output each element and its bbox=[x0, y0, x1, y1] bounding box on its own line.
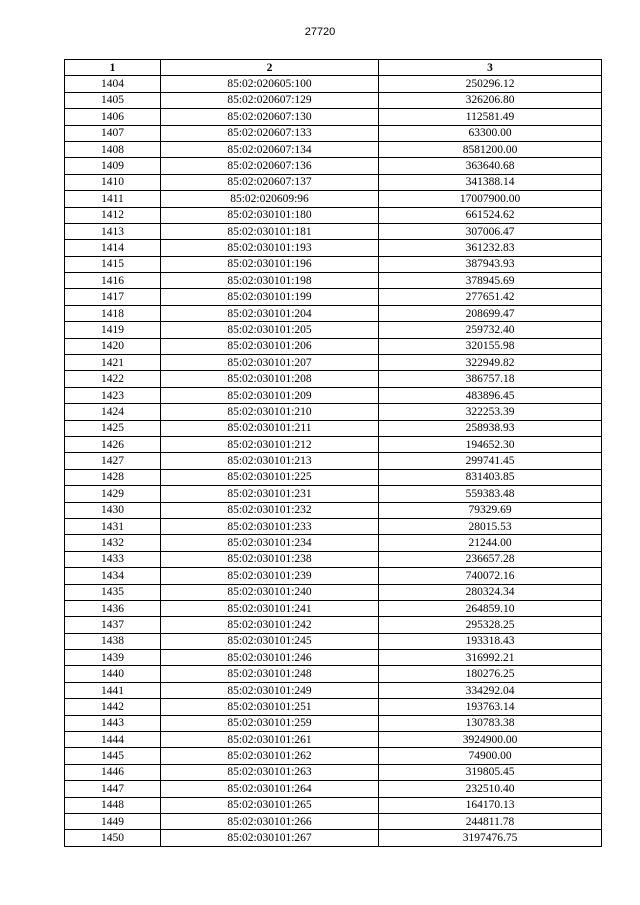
value-cell: 299741.45 bbox=[379, 453, 602, 469]
cadastral-number-cell: 85:02:020607:136 bbox=[161, 158, 379, 174]
table-row bbox=[65, 273, 602, 289]
cadastral-number-cell: 85:02:020607:134 bbox=[161, 141, 379, 157]
row-number-cell: 1418 bbox=[65, 305, 161, 321]
table-row bbox=[65, 125, 602, 141]
row-number-cell: 1447 bbox=[65, 781, 161, 797]
value-cell: 130783.38 bbox=[379, 715, 602, 731]
table-row bbox=[65, 748, 602, 764]
row-number-cell: 1411 bbox=[65, 191, 161, 207]
row-number-cell: 1416 bbox=[65, 273, 161, 289]
table-row bbox=[65, 797, 602, 813]
table-row bbox=[65, 420, 602, 436]
table-row bbox=[65, 174, 602, 190]
row-number-cell: 1408 bbox=[65, 141, 161, 157]
cadastral-number-cell: 85:02:030101:240 bbox=[161, 584, 379, 600]
cadastral-number-cell: 85:02:030101:242 bbox=[161, 617, 379, 633]
table-row bbox=[65, 158, 602, 174]
value-cell: 559383.48 bbox=[379, 486, 602, 502]
row-number-cell: 1424 bbox=[65, 404, 161, 420]
table-row bbox=[65, 305, 602, 321]
cadastral-number-cell: 85:02:030101:211 bbox=[161, 420, 379, 436]
value-cell: 661524.62 bbox=[379, 207, 602, 223]
cadastral-number-cell: 85:02:030101:249 bbox=[161, 682, 379, 698]
cadastral-number-cell: 85:02:030101:267 bbox=[161, 830, 379, 846]
row-number-cell: 1413 bbox=[65, 223, 161, 239]
table-row bbox=[65, 355, 602, 371]
column-header-3: 3 bbox=[379, 60, 602, 76]
row-number-cell: 1438 bbox=[65, 633, 161, 649]
value-cell: 164170.13 bbox=[379, 797, 602, 813]
value-cell: 361232.83 bbox=[379, 240, 602, 256]
cadastral-number-cell: 85:02:030101:206 bbox=[161, 338, 379, 354]
row-number-cell: 1404 bbox=[65, 76, 161, 92]
value-cell: 483896.45 bbox=[379, 387, 602, 403]
table-body bbox=[65, 76, 602, 846]
value-cell: 387943.93 bbox=[379, 256, 602, 272]
row-number-cell: 1422 bbox=[65, 371, 161, 387]
row-number-cell: 1426 bbox=[65, 436, 161, 452]
row-number-cell: 1415 bbox=[65, 256, 161, 272]
cadastral-number-cell: 85:02:020607:133 bbox=[161, 125, 379, 141]
row-number-cell: 1417 bbox=[65, 289, 161, 305]
value-cell: 3924900.00 bbox=[379, 732, 602, 748]
value-cell: 74900.00 bbox=[379, 748, 602, 764]
cadastral-number-cell: 85:02:030101:234 bbox=[161, 535, 379, 551]
cadastral-number-cell: 85:02:020609:96 bbox=[161, 191, 379, 207]
table-row bbox=[65, 764, 602, 780]
cadastral-number-cell: 85:02:030101:210 bbox=[161, 404, 379, 420]
row-number-cell: 1425 bbox=[65, 420, 161, 436]
page-number: 27720 bbox=[304, 26, 336, 38]
value-cell: 193318.43 bbox=[379, 633, 602, 649]
table-row bbox=[65, 682, 602, 698]
table-row bbox=[65, 715, 602, 731]
value-cell: 244811.78 bbox=[379, 813, 602, 829]
cadastral-number-cell: 85:02:030101:193 bbox=[161, 240, 379, 256]
table-row bbox=[65, 617, 602, 633]
value-cell: 277651.42 bbox=[379, 289, 602, 305]
table-row bbox=[65, 584, 602, 600]
table-row bbox=[65, 535, 602, 551]
cadastral-number-cell: 85:02:030101:259 bbox=[161, 715, 379, 731]
row-number-cell: 1437 bbox=[65, 617, 161, 633]
value-cell: 180276.25 bbox=[379, 666, 602, 682]
column-header-2: 2 bbox=[161, 60, 379, 76]
table-row bbox=[65, 666, 602, 682]
value-cell: 378945.69 bbox=[379, 273, 602, 289]
row-number-cell: 1439 bbox=[65, 650, 161, 666]
value-cell: 8581200.00 bbox=[379, 141, 602, 157]
row-number-cell: 1435 bbox=[65, 584, 161, 600]
cadastral-number-cell: 85:02:020607:130 bbox=[161, 109, 379, 125]
table-row bbox=[65, 371, 602, 387]
value-cell: 831403.85 bbox=[379, 469, 602, 485]
value-cell: 250296.12 bbox=[379, 76, 602, 92]
row-number-cell: 1407 bbox=[65, 125, 161, 141]
cadastral-number-cell: 85:02:020607:129 bbox=[161, 92, 379, 108]
table-row bbox=[65, 404, 602, 420]
value-cell: 112581.49 bbox=[379, 109, 602, 125]
value-cell: 280324.34 bbox=[379, 584, 602, 600]
cadastral-number-cell: 85:02:030101:225 bbox=[161, 469, 379, 485]
row-number-cell: 1421 bbox=[65, 355, 161, 371]
table-row bbox=[65, 781, 602, 797]
cadastral-number-cell: 85:02:030101:208 bbox=[161, 371, 379, 387]
cadastral-number-cell: 85:02:030101:180 bbox=[161, 207, 379, 223]
value-cell: 264859.10 bbox=[379, 600, 602, 616]
cadastral-number-cell: 85:02:030101:262 bbox=[161, 748, 379, 764]
value-cell: 316992.21 bbox=[379, 650, 602, 666]
row-number-cell: 1448 bbox=[65, 797, 161, 813]
value-cell: 28015.53 bbox=[379, 518, 602, 534]
cadastral-number-cell: 85:02:030101:251 bbox=[161, 699, 379, 715]
row-number-cell: 1441 bbox=[65, 682, 161, 698]
row-number-cell: 1434 bbox=[65, 568, 161, 584]
table-row bbox=[65, 650, 602, 666]
value-cell: 63300.00 bbox=[379, 125, 602, 141]
cadastral-number-cell: 85:02:030101:212 bbox=[161, 436, 379, 452]
value-cell: 194652.30 bbox=[379, 436, 602, 452]
value-cell: 258938.93 bbox=[379, 420, 602, 436]
cadastral-number-cell: 85:02:030101:196 bbox=[161, 256, 379, 272]
row-number-cell: 1423 bbox=[65, 387, 161, 403]
value-cell: 322253.39 bbox=[379, 404, 602, 420]
value-cell: 319805.45 bbox=[379, 764, 602, 780]
value-cell: 326206.80 bbox=[379, 92, 602, 108]
registry-table bbox=[64, 59, 602, 847]
row-number-cell: 1406 bbox=[65, 109, 161, 125]
row-number-cell: 1427 bbox=[65, 453, 161, 469]
table-row bbox=[65, 732, 602, 748]
table-row bbox=[65, 240, 602, 256]
value-cell: 341388.14 bbox=[379, 174, 602, 190]
cadastral-number-cell: 85:02:030101:209 bbox=[161, 387, 379, 403]
table-row bbox=[65, 830, 602, 846]
row-number-cell: 1420 bbox=[65, 338, 161, 354]
value-cell: 320155.98 bbox=[379, 338, 602, 354]
value-cell: 307006.47 bbox=[379, 223, 602, 239]
cadastral-number-cell: 85:02:030101:261 bbox=[161, 732, 379, 748]
value-cell: 193763.14 bbox=[379, 699, 602, 715]
value-cell: 295328.25 bbox=[379, 617, 602, 633]
row-number-cell: 1430 bbox=[65, 502, 161, 518]
value-cell: 3197476.75 bbox=[379, 830, 602, 846]
cadastral-number-cell: 85:02:030101:265 bbox=[161, 797, 379, 813]
table-row bbox=[65, 109, 602, 125]
table-row bbox=[65, 518, 602, 534]
cadastral-number-cell: 85:02:030101:233 bbox=[161, 518, 379, 534]
table-header bbox=[65, 60, 602, 76]
table-row bbox=[65, 256, 602, 272]
table-row bbox=[65, 387, 602, 403]
row-number-cell: 1431 bbox=[65, 518, 161, 534]
table-row bbox=[65, 289, 602, 305]
cadastral-number-cell: 85:02:030101:231 bbox=[161, 486, 379, 502]
row-number-cell: 1433 bbox=[65, 551, 161, 567]
row-number-cell: 1405 bbox=[65, 92, 161, 108]
table-row bbox=[65, 338, 602, 354]
cadastral-number-cell: 85:02:030101:199 bbox=[161, 289, 379, 305]
cadastral-number-cell: 85:02:030101:239 bbox=[161, 568, 379, 584]
value-cell: 740072.16 bbox=[379, 568, 602, 584]
value-cell: 79329.69 bbox=[379, 502, 602, 518]
row-number-cell: 1412 bbox=[65, 207, 161, 223]
value-cell: 21244.00 bbox=[379, 535, 602, 551]
row-number-cell: 1410 bbox=[65, 174, 161, 190]
row-number-cell: 1440 bbox=[65, 666, 161, 682]
table-row bbox=[65, 322, 602, 338]
column-header-1: 1 bbox=[65, 60, 161, 76]
row-number-cell: 1450 bbox=[65, 830, 161, 846]
row-number-cell: 1409 bbox=[65, 158, 161, 174]
row-number-cell: 1445 bbox=[65, 748, 161, 764]
value-cell: 386757.18 bbox=[379, 371, 602, 387]
row-number-cell: 1419 bbox=[65, 322, 161, 338]
row-number-cell: 1436 bbox=[65, 600, 161, 616]
cadastral-number-cell: 85:02:030101:213 bbox=[161, 453, 379, 469]
cadastral-number-cell: 85:02:030101:241 bbox=[161, 600, 379, 616]
table-row bbox=[65, 699, 602, 715]
value-cell: 322949.82 bbox=[379, 355, 602, 371]
cadastral-number-cell: 85:02:030101:207 bbox=[161, 355, 379, 371]
table-row bbox=[65, 486, 602, 502]
cadastral-number-cell: 85:02:030101:266 bbox=[161, 813, 379, 829]
cadastral-number-cell: 85:02:030101:245 bbox=[161, 633, 379, 649]
cadastral-number-cell: 85:02:020605:100 bbox=[161, 76, 379, 92]
table-row bbox=[65, 453, 602, 469]
cadastral-number-cell: 85:02:030101:181 bbox=[161, 223, 379, 239]
row-number-cell: 1442 bbox=[65, 699, 161, 715]
table-row bbox=[65, 223, 602, 239]
row-number-cell: 1449 bbox=[65, 813, 161, 829]
value-cell: 17007900.00 bbox=[379, 191, 602, 207]
table-row bbox=[65, 141, 602, 157]
cadastral-number-cell: 85:02:030101:198 bbox=[161, 273, 379, 289]
row-number-cell: 1446 bbox=[65, 764, 161, 780]
table-row bbox=[65, 600, 602, 616]
cadastral-number-cell: 85:02:030101:263 bbox=[161, 764, 379, 780]
value-cell: 232510.40 bbox=[379, 781, 602, 797]
cadastral-number-cell: 85:02:030101:204 bbox=[161, 305, 379, 321]
cadastral-number-cell: 85:02:030101:264 bbox=[161, 781, 379, 797]
table-row bbox=[65, 813, 602, 829]
value-cell: 334292.04 bbox=[379, 682, 602, 698]
row-number-cell: 1414 bbox=[65, 240, 161, 256]
cadastral-number-cell: 85:02:030101:238 bbox=[161, 551, 379, 567]
table-row bbox=[65, 568, 602, 584]
cadastral-number-cell: 85:02:020607:137 bbox=[161, 174, 379, 190]
value-cell: 208699.47 bbox=[379, 305, 602, 321]
table-row bbox=[65, 633, 602, 649]
row-number-cell: 1444 bbox=[65, 732, 161, 748]
cadastral-number-cell: 85:02:030101:232 bbox=[161, 502, 379, 518]
table-row bbox=[65, 92, 602, 108]
row-number-cell: 1429 bbox=[65, 486, 161, 502]
cadastral-number-cell: 85:02:030101:205 bbox=[161, 322, 379, 338]
table-row bbox=[65, 469, 602, 485]
cadastral-number-cell: 85:02:030101:248 bbox=[161, 666, 379, 682]
cadastral-number-cell: 85:02:030101:246 bbox=[161, 650, 379, 666]
table-row bbox=[65, 436, 602, 452]
value-cell: 363640.68 bbox=[379, 158, 602, 174]
row-number-cell: 1443 bbox=[65, 715, 161, 731]
table-row bbox=[65, 502, 602, 518]
header-row bbox=[65, 60, 602, 76]
value-cell: 259732.40 bbox=[379, 322, 602, 338]
table-row bbox=[65, 207, 602, 223]
value-cell: 236657.28 bbox=[379, 551, 602, 567]
table-row bbox=[65, 191, 602, 207]
row-number-cell: 1432 bbox=[65, 535, 161, 551]
table-row bbox=[65, 551, 602, 567]
table-row bbox=[65, 76, 602, 92]
row-number-cell: 1428 bbox=[65, 469, 161, 485]
